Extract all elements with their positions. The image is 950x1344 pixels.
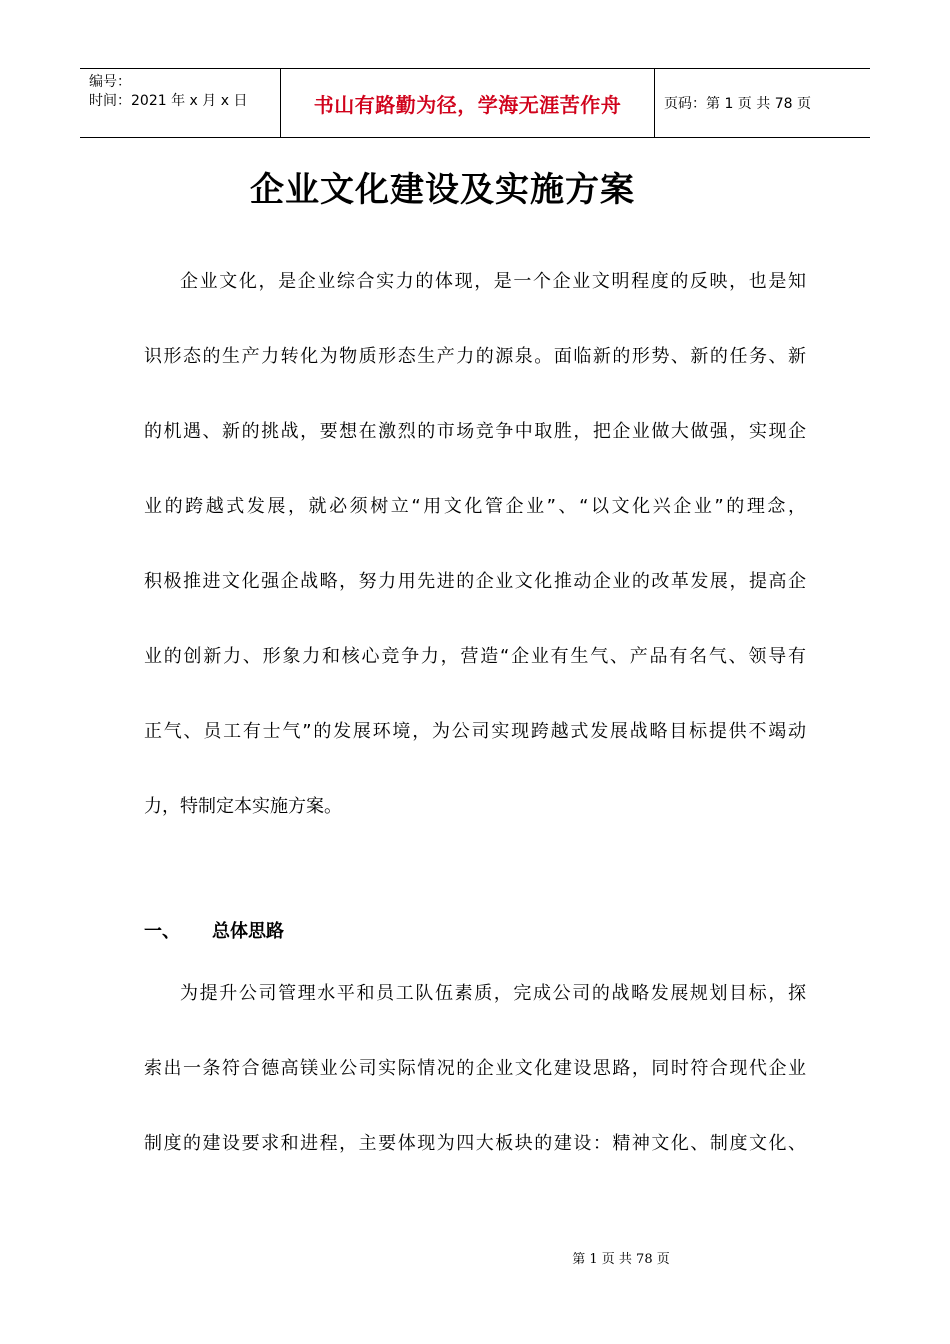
header-meta-cell (80, 69, 281, 137)
header-motto-cell (281, 69, 655, 137)
section-line: 为提升公司管理水平和员工队伍素质，完成公司的战略发展规划目标，探 (180, 983, 806, 1004)
header-page-cell (655, 69, 870, 137)
document-date-label: 时间：2021 年 x 月 x 日 (89, 93, 248, 109)
header-page-label: 页码：第 1 页 共 78 页 (664, 96, 811, 112)
section-title: 总体思路 (212, 921, 284, 942)
header-motto: 书山有路勤为径，学海无涯苦作舟 (313, 92, 622, 117)
document-title: 企业文化建设及实施方案 (250, 170, 635, 210)
section-line: 索出一条符合德高镁业公司实际情况的企业文化建设思路，同时符合现代企业 (144, 1058, 806, 1079)
intro-line: 识形态的生产力转化为物质形态生产力的源泉。面临新的形势、新的任务、新 (144, 346, 806, 367)
section-line: 制度的建设要求和进程，主要体现为四大板块的建设：精神文化、制度文化、 (144, 1133, 806, 1154)
page-footer: 第 1 页 共 78 页 (572, 1252, 670, 1267)
intro-line: 力，特制定本实施方案。 (144, 796, 342, 817)
intro-line: 业的跨越式发展，就必须树立“用文化管企业”、“以文化兴企业”的理念， (144, 496, 806, 517)
intro-line: 的机遇、新的挑战，要想在激烈的市场竞争中取胜，把企业做大做强，实现企 (144, 421, 806, 442)
section-heading (144, 917, 284, 943)
intro-line: 业的创新力、形象力和核心竞争力，营造“企业有生气、产品有名气、领导有 (144, 646, 806, 667)
document-number-label: 编号： (89, 74, 131, 90)
section-paragraph (144, 983, 806, 1208)
section-number: 一、 (144, 921, 180, 942)
intro-line: 企业文化，是企业综合实力的体现，是一个企业文明程度的反映，也是知 (180, 271, 806, 292)
intro-line: 正气、员工有士气”的发展环境，为公司实现跨越式发展战略目标提供不竭动 (144, 721, 806, 742)
intro-line: 积极推进文化强企战略，努力用先进的企业文化推动企业的改革发展，提高企 (144, 571, 806, 592)
intro-paragraph (144, 271, 806, 871)
document-header (80, 68, 870, 138)
